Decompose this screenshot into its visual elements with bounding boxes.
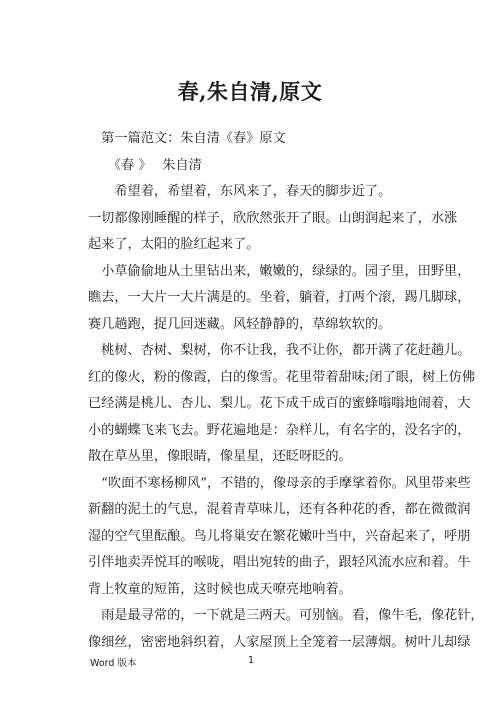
page-footer xyxy=(0,655,500,671)
text-line: 一切都像刚睡醒的样子，欣欣然张开了眼。山朗润起来了，水涨 xyxy=(88,210,458,226)
page-number: 1 xyxy=(248,655,255,666)
text-line: 湿的空气里酝酿。鸟儿将巢安在繁花嫩叶当中，兴奋起来了，呼朋 xyxy=(88,528,471,544)
text-line: 像细丝，密密地斜织着，人家屋顶上全笼着一层薄烟。树叶儿却绿 xyxy=(88,634,471,650)
text-line: 新翻的泥土的气息，混着青草味儿，还有各种花的香，都在微微润 xyxy=(88,502,471,517)
text-line: 希望着，希望着，东风来了，春天的脚步近了。 xyxy=(88,184,392,199)
footer-label: Word 版本 xyxy=(90,658,137,669)
text-line: 散在草丛里，像眼睛，像星星，还眨呀眨的。 xyxy=(88,449,352,464)
document-title: 春,朱自清,原文 xyxy=(177,79,323,104)
text-line: 桃树、杏树、梨树，你不让我，我不让你，都开满了花赶趟儿。 xyxy=(88,343,471,358)
document-body xyxy=(88,126,484,656)
text-line: “吹面不寒杨柳风”，不错的，像母亲的手摩挲着你。风里带来些 xyxy=(88,475,471,491)
text-line: 红的像火，粉的像霞，白的像雪。花里带着甜味;闭了眼，树上仿佛 xyxy=(88,369,475,385)
text-line: 《春 》 朱自清 xyxy=(88,157,202,173)
text-line: 起来了，太阳的脸红起来了。 xyxy=(88,237,260,252)
text-line: 背上牧童的短笛，这时候也成天嘹亮地响着。 xyxy=(88,581,352,597)
text-line: 赛几趟跑，捉几回迷藏。风轻静静的，草绵软软的。 xyxy=(88,316,392,332)
text-line: 引伴地卖弄悦耳的喉咙，唱出宛转的曲子，跟轻风流水应和着。牛 xyxy=(88,555,471,570)
text-line: 第一篇范文：朱自清《春》原文 xyxy=(88,131,286,146)
text-line: 小草偷偷地从土里钻出来，嫩嫩的，绿绿的。园子里，田野里， xyxy=(88,263,471,279)
text-line: 瞧去，一大片一大片满是的。坐着，躺着，打两个滚，踢几脚球， xyxy=(88,290,471,305)
text-line: 雨是最寻常的，一下就是三两天。可别恼。看，像牛毛，像花针， xyxy=(88,608,484,623)
text-line: 小的蝴蝶飞来飞去。野花遍地是：杂样儿，有名字的，没名字的， xyxy=(88,422,471,438)
text-line: 已经满是桃儿、杏儿、梨儿。花下成千成百的蜜蜂嗡嗡地闹着，大 xyxy=(88,396,471,411)
